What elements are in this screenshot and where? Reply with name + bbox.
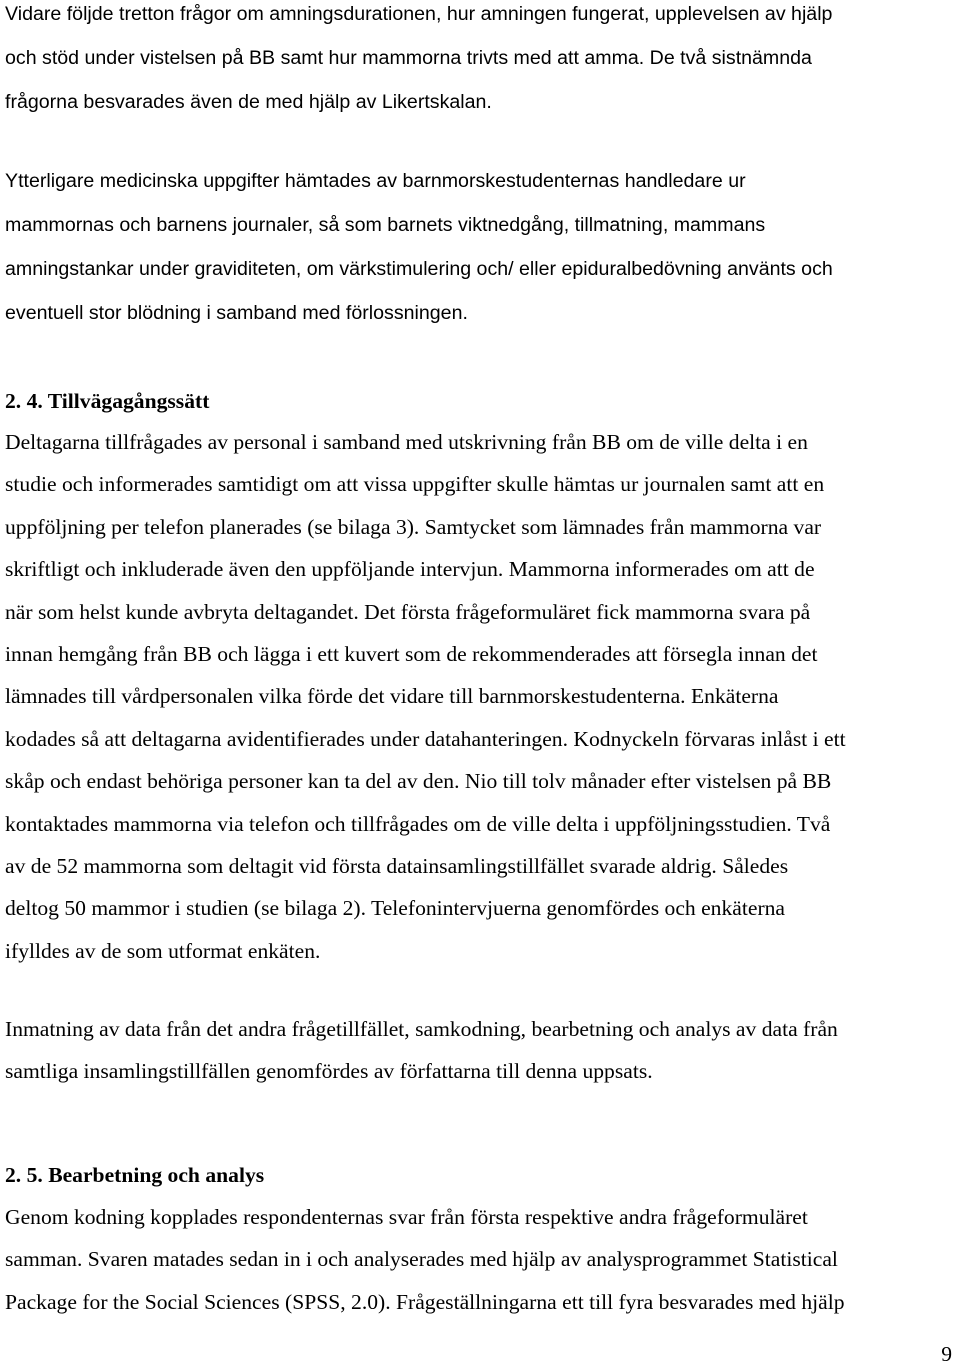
paragraph-line: Vidare följde tretton frågor om amningsdurationen, hur amningen fungerat, upplevelsen av hjälp	[5, 3, 833, 25]
paragraph-line: frågorna besvarades även de med hjälp av Likertskalan.	[5, 91, 492, 113]
paragraph-line: skåp och endast behöriga personer kan ta del av den. Nio till tolv månader efter vistelsen på BB	[5, 769, 832, 794]
paragraph-line: och stöd under vistelsen på BB samt hur mammorna trivts med att amma. De två sistnämnda	[5, 47, 812, 69]
paragraph-line: Ytterligare medicinska uppgifter hämtades av barnmorskestudenternas handledare ur	[5, 170, 746, 192]
paragraph-line: innan hemgång från BB och lägga i ett kuvert som de rekommenderades att försegla innan det	[5, 642, 818, 667]
paragraph-line: samman. Svaren matades sedan in i och analyserades med hjälp av analysprogrammet Statistical	[5, 1247, 838, 1272]
page-number: 9	[941, 1342, 952, 1366]
paragraph-line: när som helst kunde avbryta deltagandet. Det första frågeformuläret fick mammorna svara på	[5, 599, 811, 624]
paragraph-line: mammornas och barnens journaler, så som barnets viktnedgång, tillmatning, mammans	[5, 214, 766, 236]
paragraph-line: Deltagarna tillfrågades av personal i samband med utskrivning från BB om de ville delta i en	[5, 430, 808, 454]
paragraph-line: lämnades till vårdpersonalen vilka förde det vidare till barnmorskestudenterna. Enkäterna	[5, 684, 779, 709]
paragraph-line: amningstankar under graviditeten, om värkstimulering och/ eller epiduralbedövning använts och	[5, 258, 833, 280]
medical-paragraph	[5, 159, 833, 335]
data-entry-paragraph	[5, 1008, 838, 1093]
section-heading: 2. 4. Tillvägagångssätt	[5, 389, 210, 413]
analysis-paragraph	[5, 1196, 845, 1323]
paragraph-line: samtliga insamlingstillfällen genomfördes av författarna till denna uppsats.	[5, 1059, 653, 1084]
paragraph-line: eventuell stor blödning i samband med förlossningen.	[5, 302, 468, 324]
paragraph-line: Genom kodning kopplades respondenternas svar från första respektive andra frågeformuläret	[5, 1205, 808, 1229]
intro-paragraph	[5, 0, 832, 124]
paragraph-line: skriftligt och inkluderade även den uppföljande intervjun. Mammorna informerades om att de	[5, 557, 815, 582]
paragraph-line: deltog 50 mammor i studien (se bilaga 2). Telefonintervjuerna genomfördes och enkäterna	[5, 896, 786, 921]
procedure-paragraph	[5, 421, 846, 972]
paragraph-line: kontaktades mammorna via telefon och tillfrågades om de ville delta i uppföljningsstudien. Två	[5, 811, 831, 836]
section-heading: 2. 5. Bearbetning och analys	[5, 1163, 265, 1187]
paragraph-line: uppföljning per telefon planerades (se bilaga 3). Samtycket som lämnades från mammorna var	[5, 514, 822, 539]
paragraph-line: Package for the Social Sciences (SPSS, 2.0). Frågeställningarna ett till fyra besvarades med hjälp	[5, 1289, 845, 1314]
paragraph-line: studie och informerades samtidigt om att vissa uppgifter skulle hämtas ur journalen samt att en	[5, 472, 825, 497]
paragraph-line: ifylldes av de som utformat enkäten.	[5, 938, 321, 963]
paragraph-line: kodades så att deltagarna avidentifierades under datahanteringen. Kodnyckeln förvaras inlåst i ett	[5, 726, 846, 751]
paragraph-line: av de 52 mammorna som deltagit vid första datainsamlingstillfället svarade aldrig. Således	[5, 854, 789, 879]
paragraph-line: Inmatning av data från det andra frågetillfället, samkodning, bearbetning och analys av data från	[5, 1017, 838, 1041]
